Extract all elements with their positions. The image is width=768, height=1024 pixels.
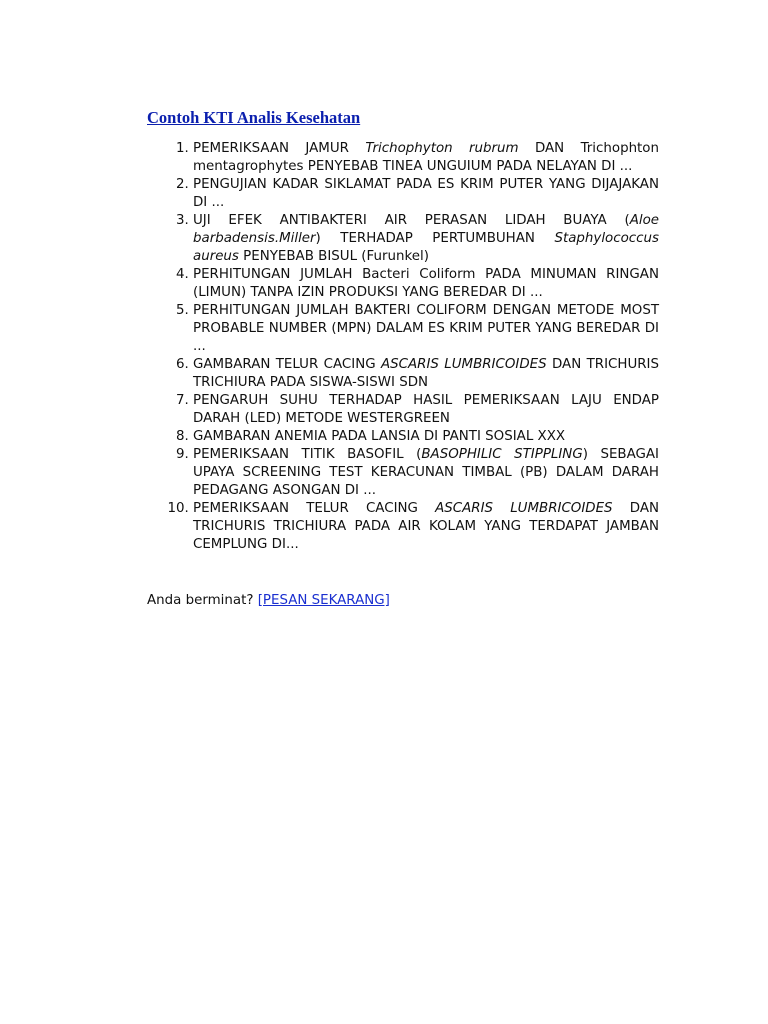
list-item-text [193,446,659,500]
italic-term: ASCARIS LUMBRICOIDES [435,501,613,516]
page-title-link[interactable]: Contoh KTI Analis Kesehatan [147,108,361,127]
list-item-text [193,500,659,554]
text-segment: PENYEBAB BISUL (Furunkel) [238,249,429,264]
list-item-number: 1. [175,141,193,156]
list-item-text [193,140,659,176]
text-segment: DAN Trichophton mentagrophytes PENYEBAB TINEA UNGUIUM PADA NELAYAN DI ... [193,141,659,174]
list-item-text [193,212,659,266]
order-now-link[interactable]: [PESAN SEKARANG] [257,593,390,608]
list-item-number: 4. [175,267,193,282]
document-page [147,108,659,608]
text-segment: GAMBARAN ANEMIA PADA LANSIA DI PANTI SOSIAL XXX [193,429,566,444]
list-item-number: 10. [167,501,193,516]
text-segment: DAN TRICHURIS TRICHIURA PADA SISWA-SISWI SDN [193,357,660,390]
list-item-number: 5. [175,303,193,318]
list-item-text [193,428,659,446]
list-item-text [193,266,659,302]
list-item [147,266,659,302]
list-item [147,212,659,266]
text-segment: PEMERIKSAAN TELUR CACING [193,501,436,516]
list-item-text [193,356,659,392]
list-item-number: 9. [175,447,193,462]
text-segment: PENGARUH SUHU TERHADAP HASIL PEMERIKSAAN LAJU ENDAP DARAH (LED) METODE WESTERGREEN [193,393,659,426]
list-item [147,302,659,356]
list-item [147,392,659,428]
italic-term: BASOPHILIC STIPPLING [421,447,583,462]
text-segment: PEMERIKSAAN JAMUR [193,141,366,156]
list-item [147,500,659,554]
list-item-number: 7. [175,393,193,408]
list-item-number: 8. [175,429,193,444]
text-segment: ) SEBAGAI UPAYA SCREENING TEST KERACUNAN TIMBAL (PB) DALAM DARAH PEDAGANG ASONGAN DI ... [193,447,660,498]
list-item [147,446,659,500]
italic-term: ASCARIS LUMBRICOIDES [380,357,547,372]
list-item-text [193,302,659,356]
list-item-text [193,392,659,428]
text-segment: UJI EFEK ANTIBAKTERI AIR PERASAN LIDAH BUAYA ( [193,213,630,228]
text-segment: PERHITUNGAN JUMLAH BAKTERI COLIFORM DENGAN METODE MOST PROBABLE NUMBER (MPN) DALAM ES KRIM PUTER YANG BEREDAR DI ... [193,303,659,354]
text-segment: ) TERHADAP PERTUMBUHAN [315,231,555,246]
italic-term: Trichophyton rubrum [365,141,519,156]
italic-term: Aloe barbadensis.Miller [193,213,659,246]
order-question: Anda berminat? [147,593,258,608]
list-item [147,356,659,392]
italic-term: Staphylococcus aureus [193,231,659,264]
text-segment: PEMERIKSAAN TITIK BASOFIL ( [193,447,422,462]
text-segment: DAN TRICHURIS TRICHIURA PADA AIR KOLAM YANG TERDAPAT JAMBAN CEMPLUNG DI... [193,501,659,552]
text-segment: PERHITUNGAN JUMLAH Bacteri Coliform PADA MINUMAN RINGAN (LIMUN) TANPA IZIN PRODUKSI YANG BEREDAR DI ... [193,267,659,300]
text-segment: PENGUJIAN KADAR SIKLAMAT PADA ES KRIM PUTER YANG DIJAJAKAN DI ... [193,177,659,210]
list-item-text [193,176,659,212]
list-item [147,140,659,176]
list-item-number: 2. [175,177,193,192]
text-segment: GAMBARAN TELUR CACING [193,357,381,372]
list-item [147,428,659,446]
list-item [147,176,659,212]
order-prompt [147,593,659,608]
list-item-number: 6. [175,357,193,372]
kti-list [147,140,659,554]
list-item-number: 3. [175,213,193,228]
